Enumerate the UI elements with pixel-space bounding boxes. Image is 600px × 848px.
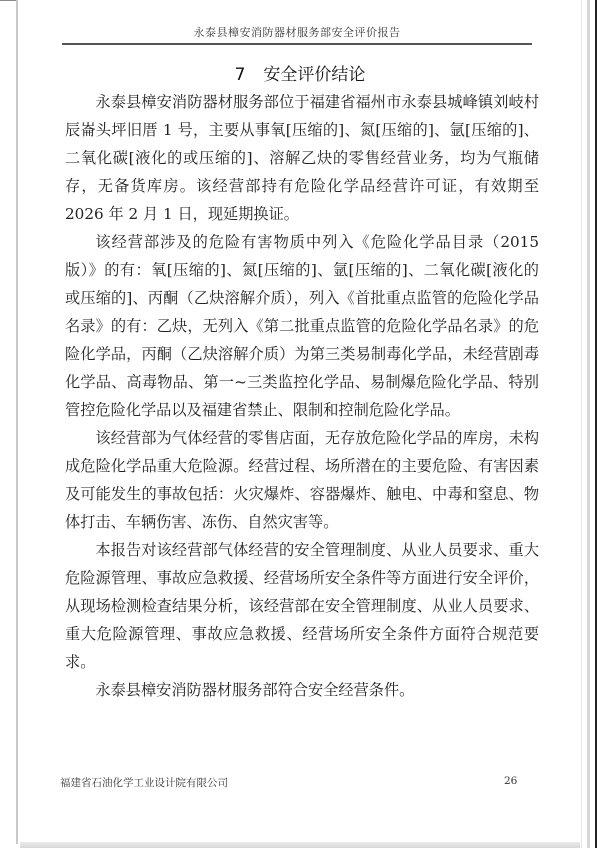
section-heading <box>0 60 600 85</box>
paragraph-overview: 永泰县樟安消防器材服务部位于福建省福州市永泰县城峰镇刘岐村辰崙头坪旧厝 1 号，主要从事氧[压缩的]、氮[压缩的]、氩[压缩的]、二氧化碳[液化的或压缩的]、溶解乙炔的零售经营业务，均为气瓶储存，无备货库房。该经营部持有危险化学品经营许可证，有效期至 2026 年 2 月 1 日，现延期换证。 <box>65 93 539 223</box>
scan-edge-bottom <box>20 842 580 848</box>
header-rule <box>62 43 532 45</box>
paragraph-major-hazard: 该经营部为气体经营的零售店面，无存放危险化学品的库房，未构成危险化学品重大危险源。经营过程、场所潜在的主要危险、有害因素及可能发生的事故包括：火灾爆炸、容器爆炸、触电、中毒和窒息、物体打击、车辆伤害、冻伤、自然灾害等。 <box>65 429 539 531</box>
footer-company: 福建省石油化学工业设计院有限公司 <box>60 777 228 789</box>
running-header: 永泰县樟安消防器材服务部安全评价报告 <box>193 26 401 39</box>
scan-edge-right-shadow <box>587 0 590 848</box>
document-body <box>65 88 539 704</box>
scan-edge-left <box>16 0 18 844</box>
paragraph-conclusion: 永泰县樟安消防器材服务部符合安全经营条件。 <box>95 681 415 699</box>
paragraph-hazardous-substances: 该经营部涉及的危险有害物质中列入《危险化学品目录（2015 版）》的有：氧[压缩的]、氮[压缩的]、氩[压缩的]、二氧化碳[液化的或压缩的]、丙酮（乙炔溶解介质），列入《首批重点监管的危险化学品名录》的有：乙炔，无列入《第二批重点监管的危险化学品名录》的危险化学品，丙酮（乙炔溶解介质）为第三类易制毒化学品，未经营剧毒化学品、高毒物品、第一~三类监控化学品、易制爆危险化学品、特别管控危险化学品以及福建省禁止、限制和控制危险化学品。 <box>65 233 539 419</box>
section-title: 安全评价结论 <box>263 65 366 85</box>
page-number: 26 <box>504 775 518 787</box>
scan-edge-right-inner <box>581 0 582 848</box>
scan-edge-right <box>595 0 597 848</box>
section-number: 7 <box>234 65 246 85</box>
paragraph-evaluation-scope: 本报告对该经营部气体经营的安全管理制度、从业人员要求、重大危险源管理、事故应急救援、经营场所安全条件等方面进行安全评价，从现场检测检查结果分析，该经营部在安全管理制度、从业人员要求、重大危险源管理、事故应急救援、经营场所安全条件方面符合规范要求。 <box>65 541 539 671</box>
